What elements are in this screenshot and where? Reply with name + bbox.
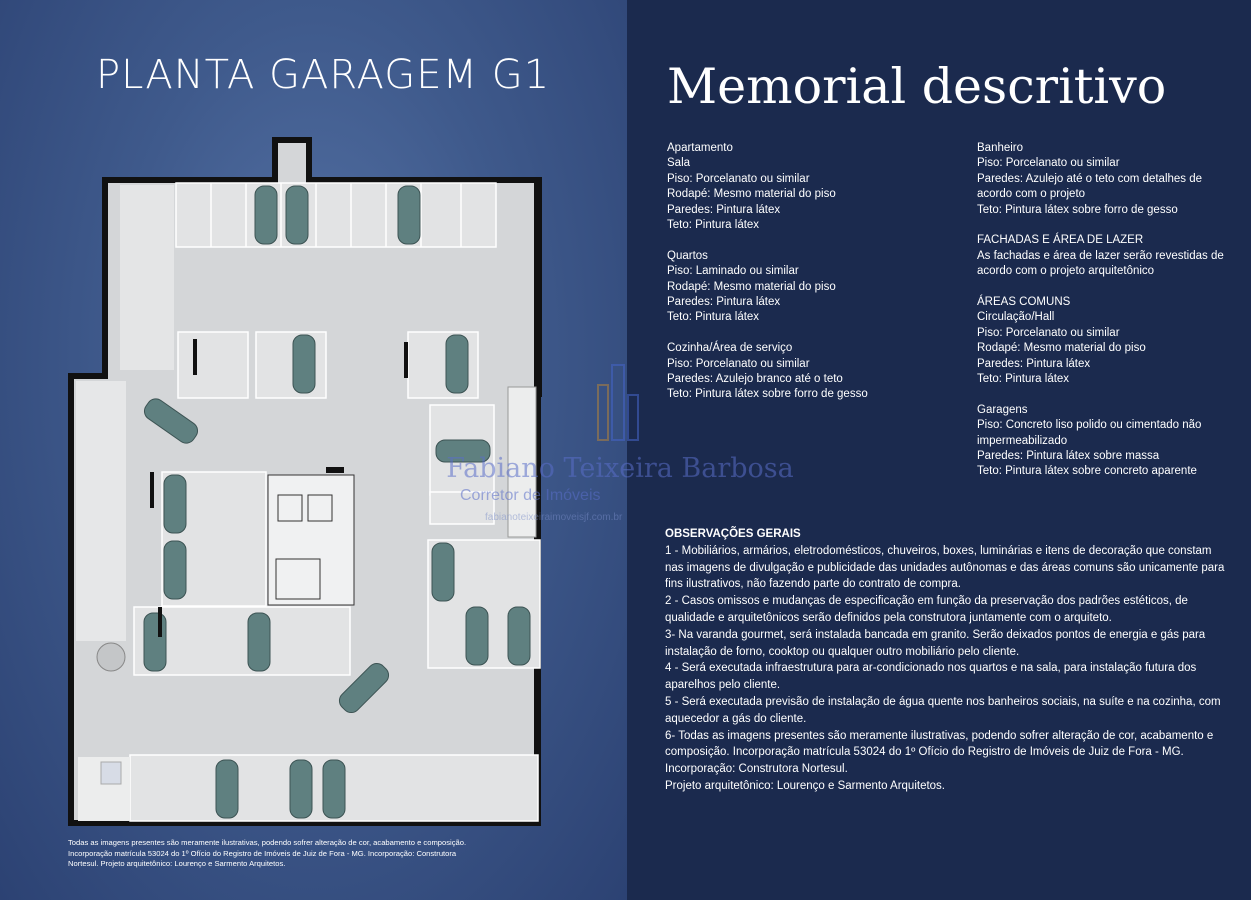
car	[164, 475, 186, 533]
observacao-item: 5 - Será executada previsão de instalação de água quente nos banheiros sociais, na suíte e na cozinha, com aquecedor a gás do cliente.	[665, 695, 1221, 725]
spec-line: Rodapé: Mesmo material do piso	[667, 188, 836, 201]
car	[290, 760, 312, 818]
observacoes-title: OBSERVAÇÕES GERAIS	[665, 528, 801, 540]
section-banheiro	[977, 141, 1225, 218]
spec-line: Teto: Pintura látex sobre forro de gesso	[667, 388, 868, 401]
car	[144, 613, 166, 671]
section-cozinha	[667, 341, 927, 403]
spec-line: Paredes: Pintura látex	[667, 203, 781, 216]
spec-line: Teto: Pintura látex	[667, 219, 760, 232]
car	[323, 760, 345, 818]
spec-line: Rodapé: Mesmo material do piso	[977, 342, 1146, 355]
car	[436, 440, 490, 462]
spec-line: Paredes: Pintura látex	[977, 357, 1091, 370]
section-heading: Cozinha/Área de serviço	[667, 342, 793, 355]
observacao-item: 2 - Casos omissos e mudanças de especificação em função da preservação dos padrões estéticos, de qualidade e arquitetônicos serão definidos pela construtora juntamente com o arquiteto.	[665, 595, 1188, 624]
car	[216, 760, 238, 818]
plan-disclaimer: Todas as imagens presentes são meramente ilustrativas, podendo sofrer alteração de cor, acabamento e composição. Incorporação matrícula 53024 do 1º Ofício do Registro de Imóveis de Juiz de Fora - MG. Incorporação: Construtora Nortesul. Projeto arquitetônico: Lourenço e Sarmento Arquitetos.	[68, 838, 467, 868]
section-heading: Apartamento	[667, 142, 733, 154]
ramp-right	[508, 387, 536, 537]
car	[164, 541, 186, 599]
memorial-column-a	[667, 141, 927, 418]
section-apartamento	[667, 141, 927, 233]
section-quartos	[667, 249, 927, 326]
observacao-item: Projeto arquitetônico: Lourenço e Sarmento Arquitetos.	[665, 779, 946, 792]
spec-line: Teto: Pintura látex	[667, 311, 760, 324]
section-areas-comuns	[977, 295, 1225, 387]
car	[286, 186, 308, 244]
spec-line: Teto: Pintura látex	[977, 373, 1070, 386]
spec-line: Paredes: Azulejo branco até o teto	[667, 373, 843, 386]
ramp	[120, 185, 174, 370]
spec-line: Paredes: Pintura látex sobre massa	[977, 450, 1160, 463]
car	[466, 607, 488, 665]
car	[508, 607, 530, 665]
section-fachadas	[977, 233, 1225, 279]
car	[398, 186, 420, 244]
section-heading: Quartos	[667, 249, 708, 262]
car	[432, 543, 454, 601]
spec-line: Paredes: Pintura látex	[667, 296, 781, 309]
spec-line: Teto: Pintura látex sobre forro de gesso	[977, 203, 1178, 216]
car	[293, 335, 315, 393]
parking-row-top	[176, 183, 496, 247]
spec-line: Piso: Porcelanato ou similar	[977, 157, 1120, 170]
section-heading: ÁREAS COMUNS	[977, 296, 1071, 309]
observacao-item: 1 - Mobiliários, armários, eletrodomésticos, chuveiros, boxes, luminárias e itens de decoração que constam nas imagens de divulgação e publicidade das unidades autônomas e das áreas comuns são unicamente para fins ilustrativos, não fazendo parte do contrato de compra.	[665, 544, 1225, 591]
observacoes-gerais	[665, 526, 1225, 795]
observacao-item: 4 - Será executada infraestrutura para ar-condicionado nos quartos e na sala, para instalação futura dos aparelhos pelo cliente.	[665, 662, 1197, 692]
building-core	[268, 475, 354, 605]
spec-line: Piso: Laminado ou similar	[667, 265, 799, 278]
memorial-column-b	[977, 141, 1225, 495]
spec-line: Sala	[667, 157, 691, 170]
observacao-item: 3- Na varanda gourmet, será instalada bancada em granito. Serão deixados pontos de energia e gás para instalação de forno, cooktop ou qualquer outro mobiliário pelo cliente.	[665, 628, 1206, 658]
spec-line: Piso: Porcelanato ou similar	[667, 357, 810, 370]
spec-line: Circulação/Hall	[977, 311, 1055, 324]
section-garagens	[977, 403, 1225, 480]
plan-title: PLANTA GARAGEM G1	[96, 52, 551, 98]
section-heading: Banheiro	[977, 142, 1024, 154]
car	[446, 335, 468, 393]
spec-line: As fachadas e área de lazer serão revestidas de acordo com o projeto arquitetônico	[977, 249, 1224, 278]
memorial-title: Memorial descritivo	[667, 58, 1167, 115]
car	[255, 186, 277, 244]
section-heading: Garagens	[977, 403, 1028, 416]
garage-floorplan	[68, 137, 544, 826]
watermark-url: fabianoteixeiraimoveisjf.com.br	[485, 512, 623, 523]
observacao-item: 6- Todas as imagens presentes são meramente ilustrativas, podendo sofrer alteração de cor, acabamento e composição. Incorporação matrícula 53024 do 1º Ofício do Registro de Imóveis de Juiz de Fora - MG. Incorporação: Construtora Nortesul.	[665, 729, 1214, 776]
spec-line: Paredes: Azulejo até o teto com detalhes de acordo com o projeto	[977, 172, 1203, 201]
spec-line: Piso: Porcelanato ou similar	[977, 326, 1120, 339]
section-heading: FACHADAS E ÁREA DE LAZER	[977, 234, 1144, 247]
spec-line: Rodapé: Mesmo material do piso	[667, 280, 836, 293]
spec-line: Piso: Concreto liso polido ou cimentado não impermeabilizado	[977, 419, 1202, 447]
circular-shaft	[97, 643, 125, 671]
spec-line: Piso: Porcelanato ou similar	[667, 172, 810, 185]
watermark-name: Fabiano Teixeira Barbosa	[446, 453, 794, 484]
watermark-subtitle: Corretor de Imóveis	[460, 487, 601, 504]
car	[248, 613, 270, 671]
accessible-icon	[101, 762, 121, 784]
ramp-left	[76, 381, 126, 641]
spec-line: Teto: Pintura látex sobre concreto aparente	[977, 465, 1197, 478]
